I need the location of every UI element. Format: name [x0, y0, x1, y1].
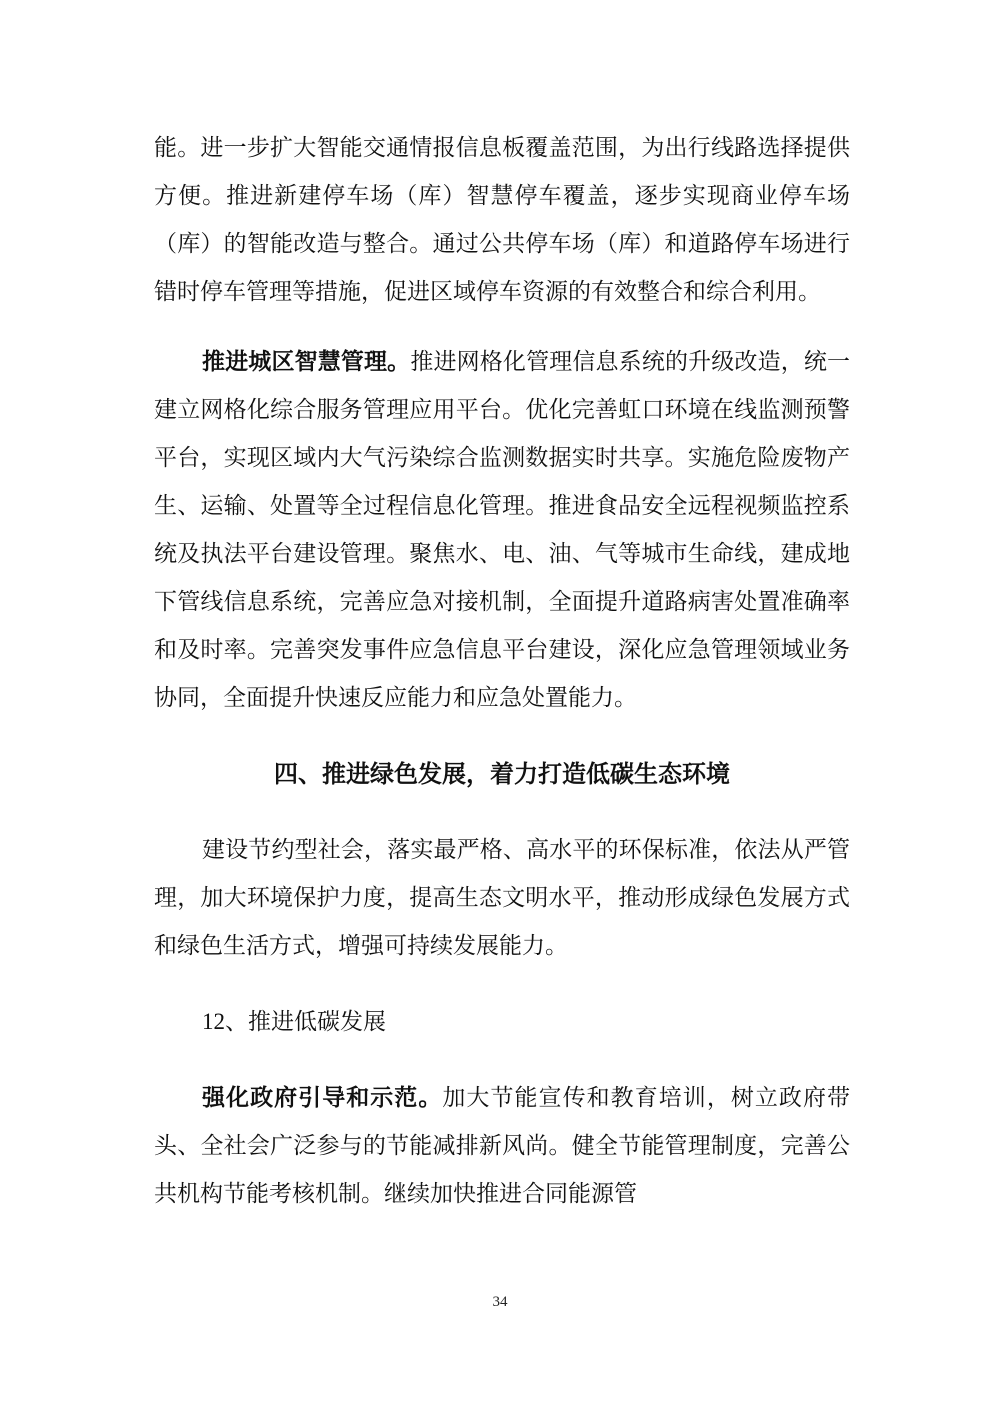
paragraph-lead: 推进城区智慧管理。	[202, 348, 411, 375]
paragraph-green-development: 建设节约型社会，落实最严格、高水平的环保标准，依法从严管理，加大环境保护力度，提高生态文明水平，推动形成绿色发展方式和绿色生活方式，增强可持续发展能力。	[154, 837, 850, 959]
subsection-title	[154, 998, 850, 1046]
paragraph-government-guidance	[154, 1074, 850, 1218]
paragraph-body: 推进网格化管理信息系统的升级改造，统一建立网格化综合服务管理应用平台。优化完善虹口环境在线监测预警平台，实现区域内大气污染综合监测数据实时共享。实施危险废物产生、运输、处置等全过程信息化管理。推进食品安全远程视频监控系统及执法平台建设管理。聚焦水、电、油、气等城市生命线，建成地下管线信息系统，完善应急对接机制，全面提升道路病害处置准确率和及时率。完善突发事件应急信息平台建设，深化应急管理领域业务协同，全面提升快速反应能力和应急处置能力。	[154, 349, 851, 711]
page-number: 34	[492, 1294, 508, 1310]
paragraph-smart-city-management	[154, 338, 850, 722]
paragraph-body: 加大节能宣传和教育培训，树立政府带头、全社会广泛参与的节能减排新风尚。健全节能管理制度，完善公共机构节能考核机制。继续加快推进合同能源管	[154, 1085, 851, 1207]
paragraph-smart-traffic: 能。进一步扩大智能交通情报信息板覆盖范围，为出行线路选择提供方便。推进新建停车场（库）智慧停车覆盖，逐步实现商业停车场（库）的智能改造与整合。通过公共停车场（库）和道路停车场进行错时停车管理等措施，促进区域停车资源的有效整合和综合利用。	[154, 135, 850, 305]
subsection-text: 、推进低碳发展	[225, 1009, 386, 1035]
document-body	[154, 124, 850, 1218]
subsection-number: 12	[202, 1009, 225, 1034]
section-heading: 四、推进绿色发展，着力打造低碳生态环境	[274, 759, 730, 788]
paragraph-lead: 强化政府引导和示范。	[202, 1084, 443, 1111]
